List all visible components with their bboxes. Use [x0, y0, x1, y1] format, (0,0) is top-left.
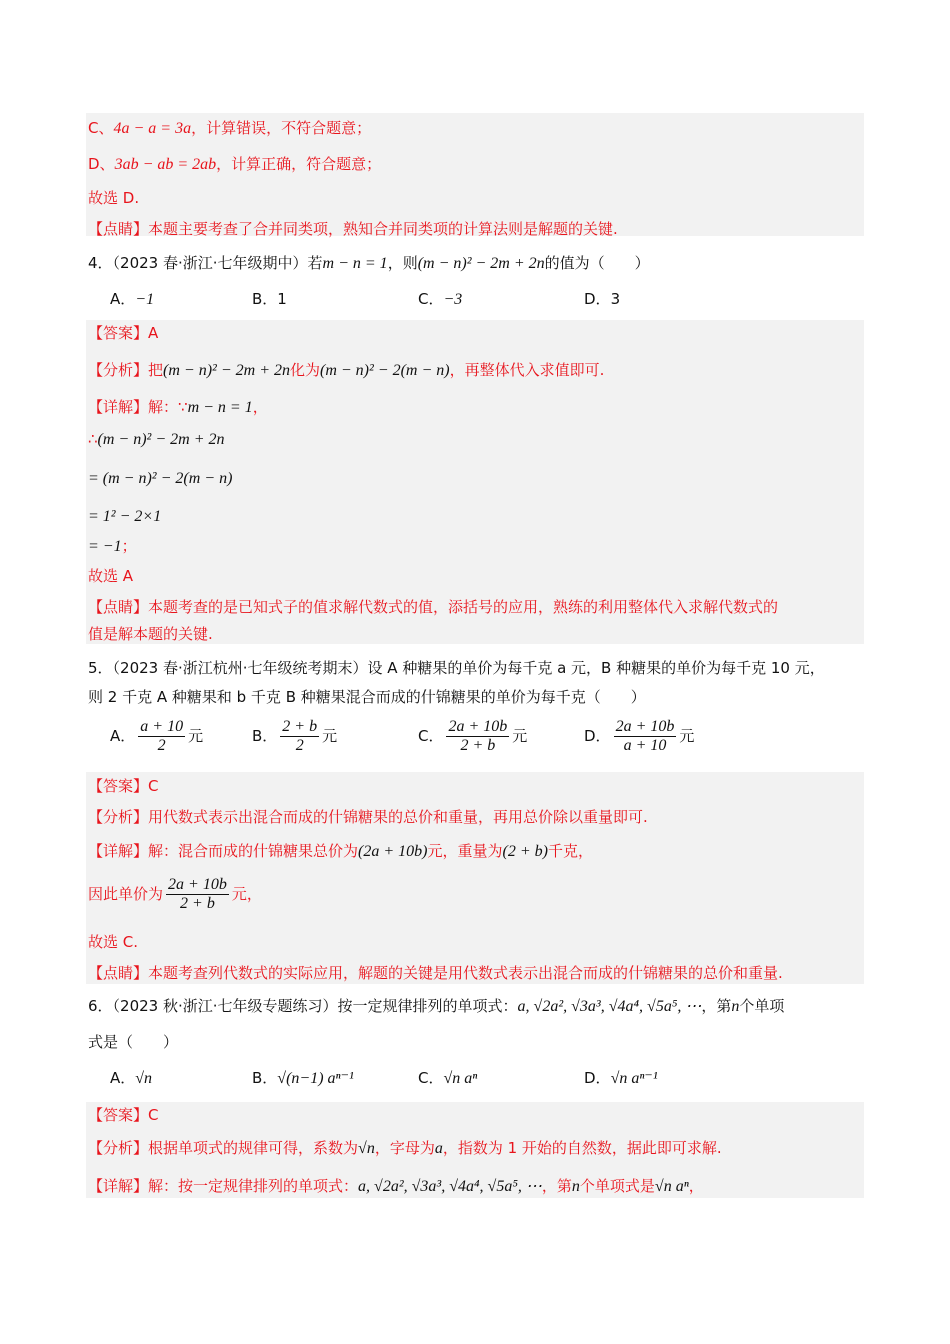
- q6-option-c: C．√n aⁿ: [418, 1069, 478, 1087]
- q4-option-d: D．3: [584, 290, 621, 308]
- q4-step-4: = −1；: [88, 537, 137, 555]
- q5-choice: 故选 C.: [88, 933, 139, 951]
- q4-choice: 故选 A: [88, 567, 134, 585]
- q6-stem-line-2: 式是（ ）: [88, 1033, 179, 1051]
- q4-option-b: B．1: [252, 290, 287, 308]
- q4-option-c: C．−3: [418, 290, 463, 308]
- q5-answer: 【答案】C: [88, 777, 159, 795]
- q6-option-b: B．√(n−1) aⁿ⁻¹: [252, 1069, 354, 1087]
- q6-option-a: A．√n: [110, 1069, 153, 1087]
- q4-analysis: 【分析】把(m − n)² − 2m + 2n化为(m − n)² − 2(m − n)，再整体代入求值即可.: [88, 361, 605, 379]
- q5-option-c-fraction: $\frac{2a + 10b}{2 + b}$: [448, 718, 508, 754]
- q5-option-c: C． $\frac{2a + 10b}{2 + b}$ 元: [418, 718, 528, 754]
- q5-option-b: B． $\frac{2 + b}{2}$ 元: [252, 718, 338, 754]
- q5-stem-line-1: 5．（2023 春·浙江杭州·七年级统考期末）设 A 种糖果的单价为每千克 a 元，B 种糖果的单价为每千克 10 元，: [88, 659, 825, 677]
- q5-unit-price-fraction: $\frac{2a + 10b}{2 + b}$: [168, 876, 227, 912]
- q4-detail: 【详解】解：∵m − n = 1，: [88, 398, 268, 416]
- q5-option-d-fraction: $\frac{2a + 10b}{a + 10}$: [615, 718, 675, 754]
- q3-option-c-analysis: C、4a − a = 3a，计算错误，不符合题意；: [88, 119, 372, 137]
- q6-detail: 【详解】解：按一定规律排列的单项式：a, √2a², √3a³, √4a⁴, √5a⁵, ⋯，第n个单项式是√n aⁿ，: [88, 1177, 704, 1195]
- q4-point-line-2: 值是解本题的关键.: [88, 625, 213, 643]
- q3-choice: 故选 D.: [88, 189, 140, 207]
- q4-step-2: = (m − n)² − 2(m − n): [88, 470, 233, 487]
- q4-step-1: ∴(m − n)² − 2m + 2n: [88, 430, 225, 448]
- q6-stem-line-1: 6．（2023 秋·浙江·七年级专题练习）按一定规律排列的单项式：a, √2a², √3a³, √4a⁴, √5a⁵, ⋯，第n个单项: [88, 997, 785, 1015]
- q5-stem-line-2: 则 2 千克 A 种糖果和 b 千克 B 种糖果混合而成的什锦糖果的单价为每千克（ ）: [88, 688, 646, 706]
- q5-option-d: D． $\frac{2a + 10b}{a + 10}$ 元: [584, 718, 695, 754]
- q6-answer: 【答案】C: [88, 1106, 159, 1124]
- q5-option-a: A． $\frac{a + 10}{2}$ 元: [110, 718, 204, 754]
- q5-option-b-fraction: $\frac{2 + b}{2}$: [282, 718, 318, 754]
- q4-answer: 【答案】A: [88, 324, 159, 342]
- q4-option-a: A．−1: [110, 290, 155, 308]
- q5-unit-price: 因此单价为 $\frac{2a + 10b}{2 + b}$ 元，: [88, 876, 262, 912]
- q4-point-line-1: 【点睛】本题考查的是已知式子的值求解代数式的值，添括号的应用，熟练的利用整体代入求解代数式的: [88, 598, 779, 616]
- q4-stem: 4．（2023 春·浙江·七年级期中）若m − n = 1，则(m − n)² − 2m + 2n的值为（ ）: [88, 254, 650, 272]
- q5-point: 【点睛】本题考查列代数式的实际应用，解题的关键是用代数式表示出混合而成的什锦糖果的总价和重量.: [88, 964, 783, 982]
- q6-analysis: 【分析】根据单项式的规律可得，系数为√n，字母为a，指数为 1 开始的自然数，据此即可求解.: [88, 1139, 722, 1157]
- q5-option-a-fraction: $\frac{a + 10}{2}$: [140, 718, 184, 754]
- q3-option-d-analysis: D、3ab − ab = 2ab，计算正确，符合题意；: [88, 155, 382, 173]
- q3-point: 【点睛】本题主要考查了合并同类项，熟知合并同类项的计算法则是解题的关键.: [88, 220, 618, 238]
- q5-analysis: 【分析】用代数式表示出混合而成的什锦糖果的总价和重量，再用总价除以重量即可.: [88, 808, 648, 826]
- q6-option-d: D．√n aⁿ⁻¹: [584, 1069, 658, 1087]
- q4-step-3: = 1² − 2×1: [88, 508, 162, 525]
- q5-detail: 【详解】解：混合而成的什锦糖果总价为(2a + 10b)元，重量为(2 + b)千克，: [88, 842, 593, 860]
